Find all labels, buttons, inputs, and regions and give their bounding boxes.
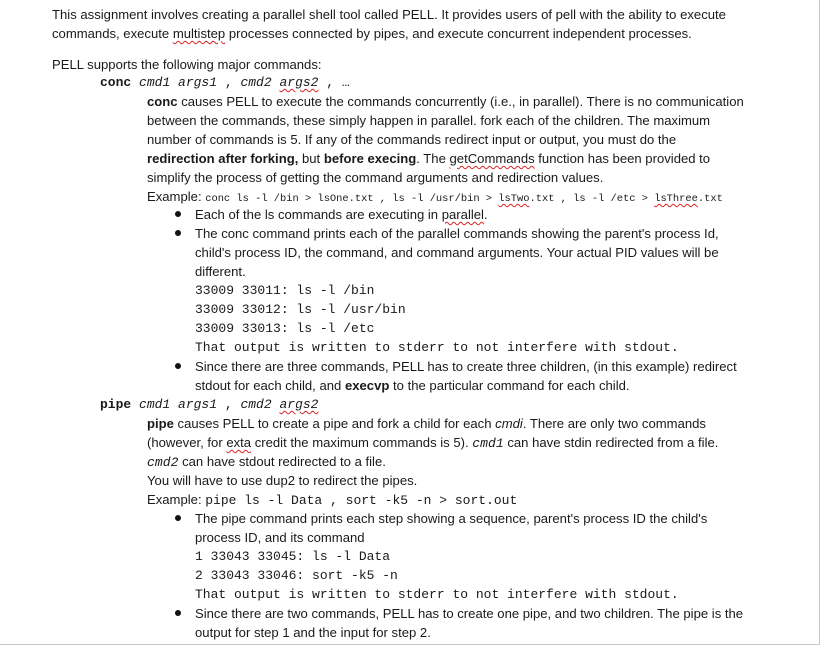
pipe-text: (however, for [147, 435, 227, 450]
bullet-icon [175, 515, 181, 521]
example-code: .txt [697, 193, 723, 205]
pipe-text: can have stdin redirected from a file. [503, 435, 719, 450]
pipe-paragraph-line [147, 414, 706, 433]
pipe-bullet-2-cont: output for step 1 and the input for step 2. [195, 625, 431, 640]
pipe-output-line: 1 33043 33045: ls -l Data [195, 549, 391, 564]
conc-output-line: 33009 33012: ls -l /usr/bin [195, 302, 406, 317]
pipe-text: credit the maximum commands is 5). [251, 435, 473, 450]
conc-bold: conc [147, 94, 178, 109]
pipe-paragraph-line [147, 452, 386, 472]
bullet-text: stdout for each child, and [195, 378, 345, 393]
example-code: pipe ls -l Data , sort -k5 -n > sort.out [205, 493, 518, 508]
conc-bullet-3-cont [195, 376, 630, 395]
pipe-bold: pipe [147, 416, 174, 431]
intro-line-2 [52, 24, 692, 43]
example-code: conc ls -l /bin > lsOne.txt , ls -l /usr/bin > [205, 193, 499, 205]
pipe-command-signature [100, 395, 318, 414]
pipe-text: can have stdout redirected to a file. [178, 454, 386, 469]
conc-output-line: 33009 33011: ls -l /bin [195, 283, 375, 298]
conc-bold: before execing [323, 151, 417, 166]
spellcheck-word: parallel [441, 207, 484, 222]
spellcheck-word: multistep [172, 26, 226, 41]
bullet-icon [175, 363, 181, 369]
conc-paragraph-line: between the commands, these simply happen in parallel. fork each of the children. The maximum [147, 113, 711, 128]
spellcheck-word: lsTwo [498, 193, 530, 205]
pipe-args: cmd1 args1 [139, 397, 225, 412]
bullet-icon [175, 610, 181, 616]
conc-text: . The [416, 151, 450, 166]
conc-args: cmd1 args1 [139, 75, 225, 90]
spellcheck-word: exta [226, 435, 252, 450]
conc-paragraph-line [147, 92, 744, 111]
pipe-sep: , [224, 397, 241, 412]
pipe-italic: cmd1 [472, 436, 504, 451]
supports-heading: PELL supports the following major commands: [52, 57, 322, 72]
pipe-args: args2 [279, 397, 319, 412]
pipe-bullet-2: Since there are two commands, PELL has to create one pipe, and two children. The pipe is the [195, 606, 744, 621]
pipe-text: . There are only two commands [522, 416, 706, 431]
bullet-text: to the particular command for each child. [389, 378, 630, 393]
pipe-args: cmd2 [240, 397, 280, 412]
conc-bullet-2: The conc command prints each of the parallel commands showing the parent's process Id, [195, 226, 719, 241]
conc-output-line: 33009 33013: ls -l /etc [195, 321, 375, 336]
spellcheck-word: lsThree [654, 193, 698, 205]
pipe-output-line: 2 33043 33046: sort -k5 -n [195, 568, 398, 583]
conc-sep: , [224, 75, 241, 90]
conc-command-signature [100, 73, 350, 92]
conc-args: args2 [279, 75, 319, 90]
example-code: .txt , ls -l /etc > [529, 193, 655, 205]
bullet-icon [175, 230, 181, 236]
conc-bullet-2-cont: different. [195, 264, 246, 279]
spellcheck-word: getCommands [449, 151, 535, 166]
pipe-paragraph-line: You will have to use dup2 to redirect the pipes. [147, 473, 418, 488]
conc-output-note: That output is written to stderr to not interfere with stdout. [195, 340, 679, 355]
bullet-icon [175, 211, 181, 217]
conc-paragraph-line: number of commands is 5. If any of the commands redirect input or output, you must do the [147, 132, 677, 147]
bullet-bold: execvp [344, 378, 390, 393]
conc-paragraph-line [147, 149, 710, 168]
pipe-text: causes PELL to create a pipe and fork a child for each [173, 416, 496, 431]
conc-bold: redirection after forking, [147, 151, 299, 166]
conc-bullet-3: Since there are three commands, PELL has to create three children, (in this example) redirect [195, 359, 737, 374]
bullet-text: . [483, 207, 488, 222]
pipe-paragraph-line [147, 433, 718, 453]
pipe-keyword: pipe [100, 397, 140, 412]
conc-bullet-1 [195, 205, 488, 224]
conc-text: causes PELL to execute the commands concurrently (i.e., in parallel). There is no communication [177, 94, 744, 109]
conc-text: function has been provided to [534, 151, 711, 166]
example-label: Example: [147, 189, 206, 204]
intro-text: processes connected by pipes, and execute concurrent independent processes. [225, 26, 692, 41]
pipe-bullet-1: The pipe command prints each step showing a sequence, parent's process ID the child's [195, 511, 708, 526]
conc-bullet-2-cont: child's process ID, the command, and command arguments. Your actual PID values will be [195, 245, 719, 260]
bullet-text: Each of the ls commands are executing in [195, 207, 442, 222]
pipe-output-note: That output is written to stderr to not interfere with stdout. [195, 587, 679, 602]
intro-text: commands, execute [52, 26, 173, 41]
conc-text: but [298, 151, 324, 166]
pipe-italic: cmd2 [147, 455, 179, 470]
example-label: Example: [147, 492, 206, 507]
pipe-bullet-1-cont: process ID, and its command [195, 530, 365, 545]
conc-paragraph-line: simplify the process of getting the command arguments and redirection values. [147, 170, 604, 185]
conc-args: cmd2 [240, 75, 280, 90]
intro-line-1: This assignment involves creating a parallel shell tool called PELL. It provides users of pell with the ability to execute [52, 7, 726, 22]
pipe-example [147, 490, 517, 510]
conc-keyword: conc [100, 75, 140, 90]
conc-sep: , … [318, 75, 350, 90]
pipe-italic: cmdi [495, 416, 523, 431]
